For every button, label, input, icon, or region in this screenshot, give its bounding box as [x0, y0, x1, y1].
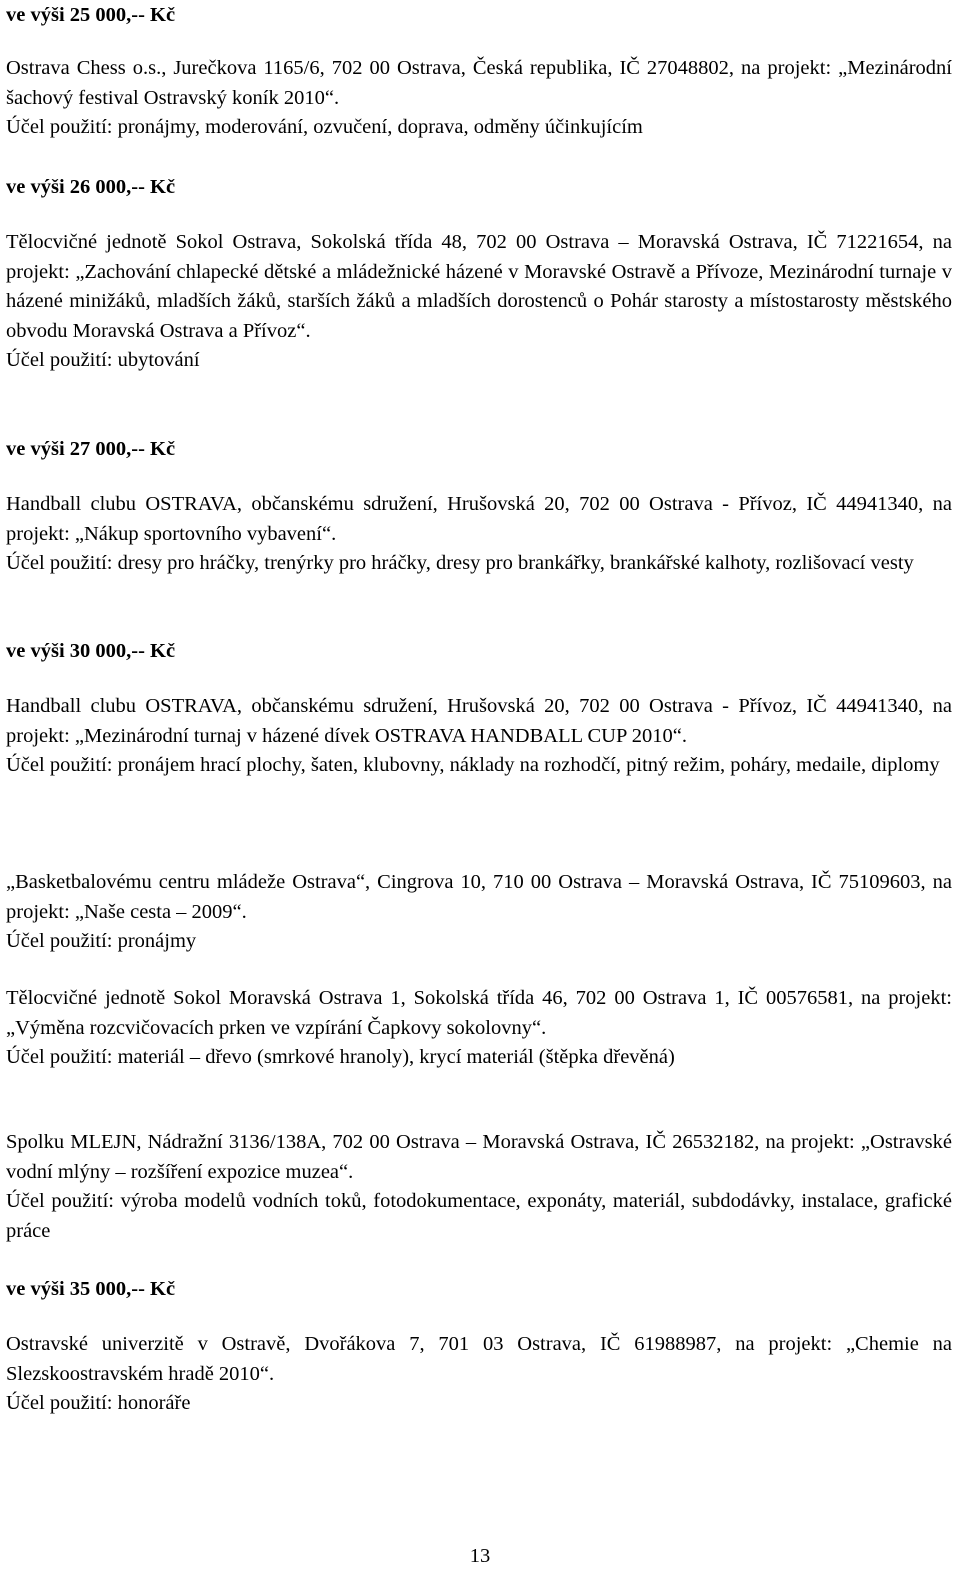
grant-recipient-text: Tělocvičné jednotě Sokol Ostrava, Sokolská třída 48, 702 00 Ostrava – Moravská Ostrava, IČ 71221654, na projekt: „Zachování chlapecké dětské a mládežnické házené v Moravské Ostravě a Přívoze, Mezinárodní turnaje v házené minižáků, mladších žáků, starších žáků a mladších dorostenců o Pohár starosty a místostarosty městského obvodu Moravská Ostrava a Přívoz“. [6, 231, 952, 342]
amount-heading: ve výši 25 000,-- Kč [6, 4, 176, 26]
grant-purpose-text: Účel použití: materiál – dřevo (smrkové hranoly), krycí materiál (štěpka dřevěná) [6, 1046, 675, 1068]
grant-entry [6, 1128, 952, 1246]
grant-recipient-text: Ostravské univerzitě v Ostravě, Dvořákova 7, 701 03 Ostrava, IČ 61988987, na projekt: „Chemie na Slezskoostravském hradě 2010“. [6, 1333, 952, 1385]
grant-recipient-text: Handball clubu OSTRAVA, občanskému sdružení, Hrušovská 20, 702 00 Ostrava - Přívoz, IČ 44941340, na projekt: „Nákup sportovního vybavení“. [6, 493, 952, 545]
amount-heading: ve výši 35 000,-- Kč [6, 1278, 176, 1300]
grant-purpose-text: Účel použití: pronájem hrací plochy, šaten, klubovny, náklady na rozhodčí, pitný režim, poháry, medaile, diplomy [6, 754, 940, 776]
amount-heading: ve výši 30 000,-- Kč [6, 640, 176, 662]
grant-recipient-text: Spolku MLEJN, Nádražní 3136/138A, 702 00 Ostrava – Moravská Ostrava, IČ 26532182, na projekt: „Ostravské vodní mlýny – rozšíření expozice muzea“. [6, 1131, 952, 1183]
grant-recipient-text: Tělocvičné jednotě Sokol Moravská Ostrava 1, Sokolská třída 46, 702 00 Ostrava 1, IČ 00576581, na projekt: „Výměna rozcvičovacích prken ve vzpírání Čapkovy sokolovny“. [6, 987, 952, 1039]
grant-purpose-text: Účel použití: ubytování [6, 349, 200, 371]
grant-entry [6, 490, 952, 579]
grant-purpose-text: Účel použití: dresy pro hráčky, trenýrky pro hráčky, dresy pro brankářky, brankářské kalhoty, rozlišovací vesty [6, 552, 914, 574]
grant-entry [6, 868, 952, 957]
page-number: 13 [469, 1545, 491, 1567]
grant-entry [6, 54, 952, 143]
grant-entry [6, 984, 952, 1073]
grant-entry [6, 228, 952, 376]
grant-purpose-text: Účel použití: honoráře [6, 1392, 191, 1414]
amount-heading: ve výši 27 000,-- Kč [6, 438, 176, 460]
amount-heading: ve výši 26 000,-- Kč [6, 176, 176, 198]
grant-entry [6, 692, 952, 781]
grant-recipient-text: Ostrava Chess o.s., Jurečkova 1165/6, 702 00 Ostrava, Česká republika, IČ 27048802, na projekt: „Mezinárodní šachový festival Ostravský koník 2010“. [6, 57, 952, 109]
grant-recipient-text: Handball clubu OSTRAVA, občanskému sdružení, Hrušovská 20, 702 00 Ostrava - Přívoz, IČ 44941340, na projekt: „Mezinárodní turnaj v házené dívek OSTRAVA HANDBALL CUP 2010“. [6, 695, 952, 747]
grant-entry [6, 1330, 952, 1419]
grant-recipient-text: „Basketbalovému centru mládeže Ostrava“, Cingrova 10, 710 00 Ostrava – Moravská Ostrava, IČ 75109603, na projekt: „Naše cesta – 2009“. [6, 871, 952, 923]
grant-purpose-text: Účel použití: pronájmy, moderování, ozvučení, doprava, odměny účinkujícím [6, 116, 643, 138]
grant-purpose-text: Účel použití: výroba modelů vodních toků, fotodokumentace, exponáty, materiál, subdodávky, instalace, grafické práce [6, 1190, 952, 1242]
grant-purpose-text: Účel použití: pronájmy [6, 930, 197, 952]
